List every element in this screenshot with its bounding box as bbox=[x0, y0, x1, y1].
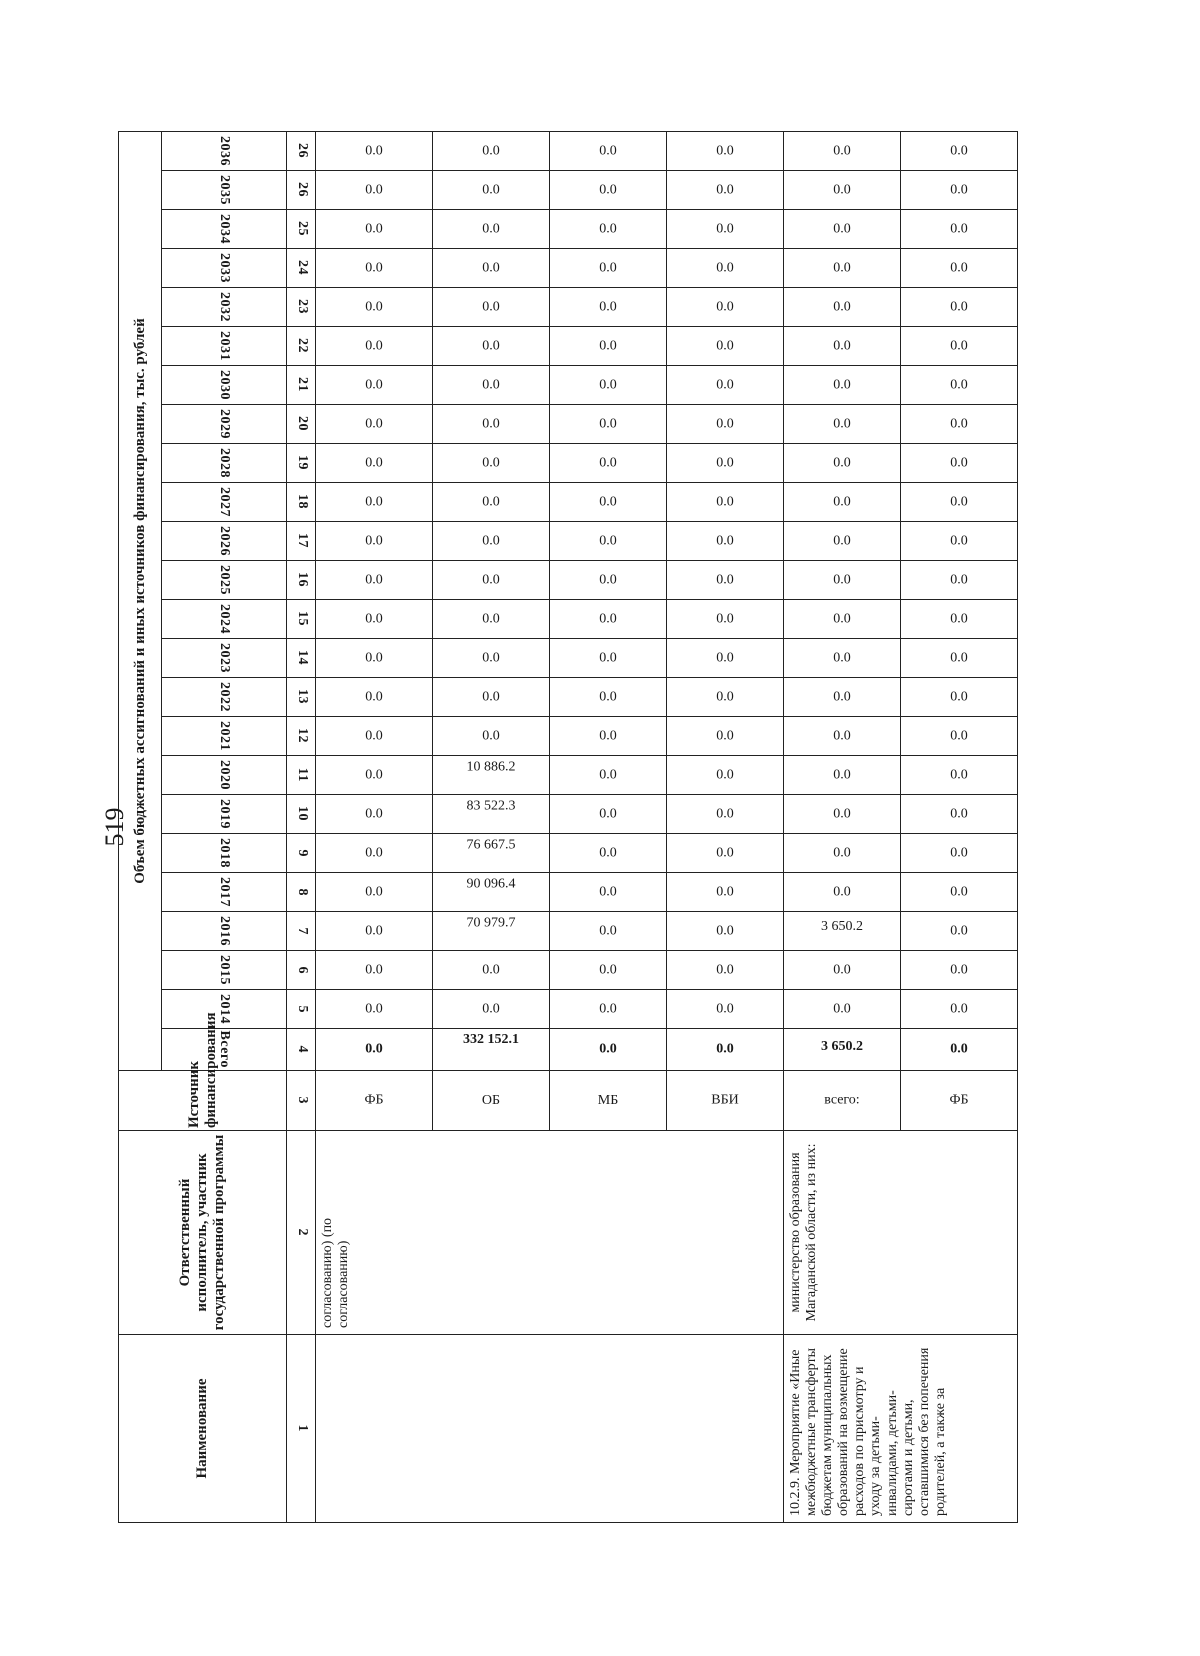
header-year: 2020 bbox=[162, 756, 287, 795]
value-cell: 0.0 bbox=[784, 639, 901, 678]
total-cell: 0.0 bbox=[550, 1029, 667, 1071]
header-year: 2027 bbox=[162, 483, 287, 522]
value-cell: 0.0 bbox=[316, 912, 433, 951]
header-year: 2033 bbox=[162, 249, 287, 288]
index-cell: 9 bbox=[287, 834, 316, 873]
value-cell: 0.0 bbox=[784, 951, 901, 990]
value-cell: 0.0 bbox=[550, 444, 667, 483]
value-cell: 0.0 bbox=[667, 834, 784, 873]
value-cell: 0.0 bbox=[784, 873, 901, 912]
value-cell: 0.0 bbox=[784, 561, 901, 600]
index-cell: 26 bbox=[287, 132, 316, 171]
value-cell: 0.0 bbox=[667, 561, 784, 600]
value-cell: 0.0 bbox=[901, 483, 1018, 522]
header-year: 2036 bbox=[162, 132, 287, 171]
value-cell: 0.0 bbox=[550, 678, 667, 717]
name-cell-blank bbox=[316, 1335, 784, 1523]
value-cell: 0.0 bbox=[901, 912, 1018, 951]
value-cell: 0.0 bbox=[784, 210, 901, 249]
value-cell: 0.0 bbox=[784, 678, 901, 717]
value-cell: 0.0 bbox=[667, 639, 784, 678]
value-cell: 0.0 bbox=[550, 210, 667, 249]
value-cell: 0.0 bbox=[784, 795, 901, 834]
value-cell: 0.0 bbox=[316, 873, 433, 912]
value-cell: 0.0 bbox=[316, 327, 433, 366]
index-cell: 16 bbox=[287, 561, 316, 600]
header-year: 2024 bbox=[162, 600, 287, 639]
value-cell: 0.0 bbox=[433, 366, 550, 405]
value-cell: 0.0 bbox=[901, 795, 1018, 834]
value-cell: 0.0 bbox=[901, 366, 1018, 405]
value-cell: 0.0 bbox=[316, 600, 433, 639]
value-cell: 0.0 bbox=[316, 795, 433, 834]
value-cell: 3 650.2 bbox=[784, 912, 901, 951]
source-cell: МБ bbox=[550, 1071, 667, 1131]
value-cell: 0.0 bbox=[784, 366, 901, 405]
value-cell: 0.0 bbox=[550, 483, 667, 522]
header-total: Всего bbox=[162, 1029, 287, 1071]
value-cell: 0.0 bbox=[667, 249, 784, 288]
value-cell: 0.0 bbox=[667, 132, 784, 171]
value-cell: 0.0 bbox=[784, 990, 901, 1029]
header-source: Источник финансирования bbox=[119, 1071, 287, 1131]
value-cell: 0.0 bbox=[316, 639, 433, 678]
measure-name: 10.2.9. Мероприятие «Иные межбюджетные трансферты бюджетам муниципальных образований на возмещение расходов по присмотру и уходу за детьми-инвалидами, детьми-сиротами и детьми, оставшимися без попечения родителей, а также за bbox=[784, 1335, 1018, 1523]
source-cell: всего: bbox=[784, 1071, 901, 1131]
value-cell: 0.0 bbox=[316, 288, 433, 327]
index-cell: 18 bbox=[287, 483, 316, 522]
header-year: 2018 bbox=[162, 834, 287, 873]
value-cell: 0.0 bbox=[901, 132, 1018, 171]
value-cell: 0.0 bbox=[316, 249, 433, 288]
header-responsible: Ответственный исполнитель, участник государственной программы bbox=[119, 1131, 287, 1335]
index-cell: 23 bbox=[287, 288, 316, 327]
index-cell: 3 bbox=[287, 1071, 316, 1131]
value-cell: 0.0 bbox=[784, 132, 901, 171]
header-year: 2021 bbox=[162, 717, 287, 756]
value-cell: 83 522.3 bbox=[433, 795, 550, 834]
index-cell: 12 bbox=[287, 717, 316, 756]
value-cell: 0.0 bbox=[433, 678, 550, 717]
value-cell: 0.0 bbox=[784, 327, 901, 366]
value-cell: 0.0 bbox=[550, 834, 667, 873]
index-cell: 22 bbox=[287, 327, 316, 366]
value-cell: 0.0 bbox=[667, 210, 784, 249]
value-cell: 0.0 bbox=[550, 132, 667, 171]
value-cell: 0.0 bbox=[433, 717, 550, 756]
value-cell: 0.0 bbox=[784, 600, 901, 639]
value-cell: 0.0 bbox=[667, 327, 784, 366]
header-year: 2022 bbox=[162, 678, 287, 717]
total-cell: 3 650.2 bbox=[784, 1029, 901, 1071]
value-cell: 0.0 bbox=[667, 912, 784, 951]
index-row bbox=[287, 132, 316, 1523]
header-volume: Объем бюджетных ассигнований и иных источников финансирования, тыс. рублей bbox=[119, 132, 162, 1071]
value-cell: 0.0 bbox=[550, 171, 667, 210]
value-cell: 0.0 bbox=[667, 366, 784, 405]
value-cell: 0.0 bbox=[433, 444, 550, 483]
value-cell: 0.0 bbox=[433, 132, 550, 171]
value-cell: 0.0 bbox=[667, 171, 784, 210]
value-cell: 0.0 bbox=[433, 522, 550, 561]
value-cell: 0.0 bbox=[433, 483, 550, 522]
value-cell: 0.0 bbox=[433, 210, 550, 249]
header-year: 2032 bbox=[162, 288, 287, 327]
value-cell: 0.0 bbox=[901, 327, 1018, 366]
value-cell: 0.0 bbox=[316, 561, 433, 600]
source-cell: ОБ bbox=[433, 1071, 550, 1131]
total-cell: 0.0 bbox=[316, 1029, 433, 1071]
value-cell: 0.0 bbox=[316, 678, 433, 717]
index-cell: 21 bbox=[287, 366, 316, 405]
value-cell: 0.0 bbox=[550, 912, 667, 951]
table-row bbox=[784, 132, 901, 1523]
value-cell: 0.0 bbox=[316, 132, 433, 171]
value-cell: 70 979.7 bbox=[433, 912, 550, 951]
value-cell: 0.0 bbox=[667, 522, 784, 561]
source-cell: ФБ bbox=[901, 1071, 1018, 1131]
index-cell: 15 bbox=[287, 600, 316, 639]
value-cell: 0.0 bbox=[433, 171, 550, 210]
value-cell: 0.0 bbox=[550, 990, 667, 1029]
value-cell: 0.0 bbox=[667, 444, 784, 483]
index-cell: 24 bbox=[287, 249, 316, 288]
value-cell: 0.0 bbox=[901, 600, 1018, 639]
value-cell: 0.0 bbox=[433, 600, 550, 639]
value-cell: 0.0 bbox=[550, 873, 667, 912]
header-year: 2028 bbox=[162, 444, 287, 483]
index-cell: 10 bbox=[287, 795, 316, 834]
value-cell: 0.0 bbox=[901, 678, 1018, 717]
value-cell: 90 096.4 bbox=[433, 873, 550, 912]
value-cell: 0.0 bbox=[901, 990, 1018, 1029]
value-cell: 0.0 bbox=[550, 288, 667, 327]
value-cell: 0.0 bbox=[433, 990, 550, 1029]
value-cell: 0.0 bbox=[550, 327, 667, 366]
source-cell: ФБ bbox=[316, 1071, 433, 1131]
index-cell: 6 bbox=[287, 951, 316, 990]
value-cell: 0.0 bbox=[433, 249, 550, 288]
header-row-top bbox=[119, 132, 162, 1523]
total-cell: 0.0 bbox=[901, 1029, 1018, 1071]
value-cell: 0.0 bbox=[901, 951, 1018, 990]
value-cell: 0.0 bbox=[433, 639, 550, 678]
index-cell: 25 bbox=[287, 210, 316, 249]
value-cell: 0.0 bbox=[901, 873, 1018, 912]
financing-table bbox=[118, 131, 1018, 1523]
value-cell: 0.0 bbox=[667, 483, 784, 522]
value-cell: 0.0 bbox=[901, 834, 1018, 873]
index-cell: 5 bbox=[287, 990, 316, 1029]
value-cell: 0.0 bbox=[784, 522, 901, 561]
index-cell: 4 bbox=[287, 1029, 316, 1071]
value-cell: 0.0 bbox=[667, 990, 784, 1029]
value-cell: 0.0 bbox=[316, 522, 433, 561]
value-cell: 0.0 bbox=[550, 561, 667, 600]
header-year: 2015 bbox=[162, 951, 287, 990]
index-cell: 8 bbox=[287, 873, 316, 912]
value-cell: 0.0 bbox=[550, 795, 667, 834]
value-cell: 0.0 bbox=[901, 522, 1018, 561]
value-cell: 0.0 bbox=[784, 405, 901, 444]
value-cell: 0.0 bbox=[433, 561, 550, 600]
value-cell: 0.0 bbox=[316, 405, 433, 444]
value-cell: 0.0 bbox=[667, 405, 784, 444]
header-name: Наименование bbox=[119, 1335, 287, 1523]
value-cell: 0.0 bbox=[667, 600, 784, 639]
total-cell: 332 152.1 bbox=[433, 1029, 550, 1071]
value-cell: 0.0 bbox=[316, 171, 433, 210]
value-cell: 0.0 bbox=[550, 405, 667, 444]
index-cell: 19 bbox=[287, 444, 316, 483]
value-cell: 0.0 bbox=[433, 327, 550, 366]
value-cell: 0.0 bbox=[316, 366, 433, 405]
value-cell: 0.0 bbox=[901, 756, 1018, 795]
value-cell: 0.0 bbox=[433, 405, 550, 444]
source-cell: ВБИ bbox=[667, 1071, 784, 1131]
value-cell: 10 886.2 bbox=[433, 756, 550, 795]
value-cell: 0.0 bbox=[433, 288, 550, 327]
index-cell: 17 bbox=[287, 522, 316, 561]
value-cell: 76 667.5 bbox=[433, 834, 550, 873]
header-year: 2034 bbox=[162, 210, 287, 249]
value-cell: 0.0 bbox=[316, 444, 433, 483]
index-cell: 13 bbox=[287, 678, 316, 717]
header-year: 2019 bbox=[162, 795, 287, 834]
value-cell: 0.0 bbox=[316, 756, 433, 795]
value-cell: 0.0 bbox=[784, 249, 901, 288]
value-cell: 0.0 bbox=[550, 522, 667, 561]
header-year: 2023 bbox=[162, 639, 287, 678]
value-cell: 0.0 bbox=[784, 717, 901, 756]
value-cell: 0.0 bbox=[433, 951, 550, 990]
value-cell: 0.0 bbox=[901, 444, 1018, 483]
responsible-continuation: согласованию) (по согласованию) bbox=[316, 1131, 784, 1335]
header-year: 2035 bbox=[162, 171, 287, 210]
index-cell: 7 bbox=[287, 912, 316, 951]
value-cell: 0.0 bbox=[901, 249, 1018, 288]
value-cell: 0.0 bbox=[901, 210, 1018, 249]
header-year: 2030 bbox=[162, 366, 287, 405]
value-cell: 0.0 bbox=[784, 171, 901, 210]
table-row bbox=[316, 132, 433, 1523]
value-cell: 0.0 bbox=[316, 483, 433, 522]
value-cell: 0.0 bbox=[667, 288, 784, 327]
value-cell: 0.0 bbox=[550, 756, 667, 795]
value-cell: 0.0 bbox=[784, 834, 901, 873]
value-cell: 0.0 bbox=[550, 639, 667, 678]
header-year: 2026 bbox=[162, 522, 287, 561]
value-cell: 0.0 bbox=[316, 210, 433, 249]
page-number: 519 bbox=[100, 807, 129, 847]
value-cell: 0.0 bbox=[901, 171, 1018, 210]
value-cell: 0.0 bbox=[667, 873, 784, 912]
header-year: 2031 bbox=[162, 327, 287, 366]
index-cell: 2 bbox=[287, 1131, 316, 1335]
index-cell: 11 bbox=[287, 756, 316, 795]
value-cell: 0.0 bbox=[667, 678, 784, 717]
value-cell: 0.0 bbox=[784, 756, 901, 795]
value-cell: 0.0 bbox=[784, 444, 901, 483]
value-cell: 0.0 bbox=[901, 561, 1018, 600]
header-year: 2016 bbox=[162, 912, 287, 951]
value-cell: 0.0 bbox=[784, 483, 901, 522]
header-year: 2029 bbox=[162, 405, 287, 444]
index-cell: 26 bbox=[287, 171, 316, 210]
value-cell: 0.0 bbox=[784, 288, 901, 327]
value-cell: 0.0 bbox=[550, 600, 667, 639]
value-cell: 0.0 bbox=[901, 288, 1018, 327]
value-cell: 0.0 bbox=[901, 717, 1018, 756]
value-cell: 0.0 bbox=[316, 834, 433, 873]
measure-responsible: министерство образования Магаданской области, из них: bbox=[784, 1131, 1018, 1335]
value-cell: 0.0 bbox=[667, 951, 784, 990]
value-cell: 0.0 bbox=[316, 717, 433, 756]
value-cell: 0.0 bbox=[316, 990, 433, 1029]
rotated-table-page bbox=[118, 131, 1018, 1523]
header-year: 2025 bbox=[162, 561, 287, 600]
value-cell: 0.0 bbox=[316, 951, 433, 990]
value-cell: 0.0 bbox=[550, 951, 667, 990]
value-cell: 0.0 bbox=[550, 249, 667, 288]
index-cell: 1 bbox=[287, 1335, 316, 1523]
value-cell: 0.0 bbox=[550, 366, 667, 405]
value-cell: 0.0 bbox=[901, 639, 1018, 678]
total-cell: 0.0 bbox=[667, 1029, 784, 1071]
value-cell: 0.0 bbox=[667, 717, 784, 756]
value-cell: 0.0 bbox=[667, 756, 784, 795]
header-year: 2014 bbox=[162, 990, 287, 1029]
value-cell: 0.0 bbox=[550, 717, 667, 756]
index-cell: 20 bbox=[287, 405, 316, 444]
index-cell: 14 bbox=[287, 639, 316, 678]
header-year: 2017 bbox=[162, 873, 287, 912]
value-cell: 0.0 bbox=[667, 795, 784, 834]
value-cell: 0.0 bbox=[901, 405, 1018, 444]
